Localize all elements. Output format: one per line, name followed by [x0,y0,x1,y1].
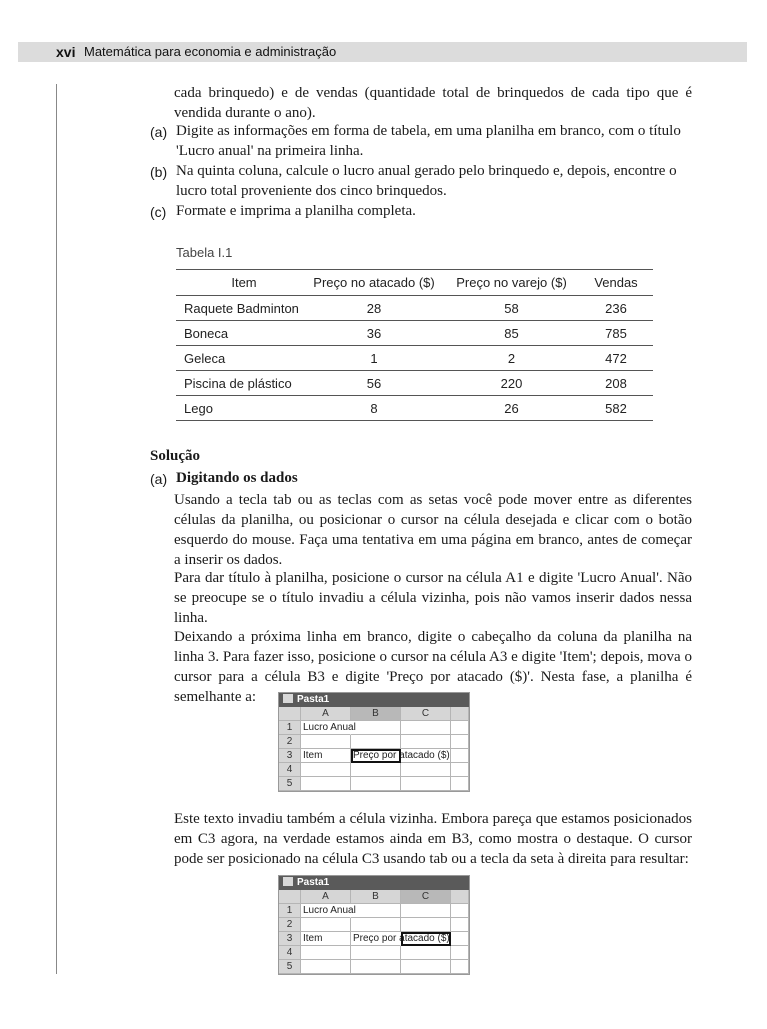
cell-wholesale: 1 [304,346,444,371]
cell-item: Lego [176,396,304,421]
cell-d2 [451,918,469,932]
row-header-3: 3 [279,932,301,946]
cell-sales: 236 [579,296,653,321]
item-c-label: (c) [150,204,167,220]
page-number: xvi [56,44,76,60]
sheet-title: Pasta1 [297,877,330,888]
margin-rule [56,84,57,974]
row-header-2: 2 [279,918,301,932]
cell-d4 [451,946,469,960]
col-header-retail: Preço no varejo ($) [444,270,579,296]
cell-d3 [451,749,469,763]
cell-d1 [451,904,469,918]
cell-c1 [401,721,451,735]
cell-b2 [351,918,401,932]
item-c-text: Formate e imprima a planilha completa. [176,203,416,219]
cell-wholesale: 28 [304,296,444,321]
table-row [176,396,653,421]
item-a-label: (a) [150,124,168,140]
row-header-4: 4 [279,946,301,960]
row-header-1: 1 [279,904,301,918]
corner-cell [279,707,301,721]
cell-c5 [401,777,451,791]
cell-b2 [351,735,401,749]
corner-cell [279,890,301,904]
row-header-3: 3 [279,749,301,763]
row-header-1: 1 [279,721,301,735]
cell-b1 [351,721,401,735]
cell-c2 [401,735,451,749]
excel-icon [283,694,293,703]
sheet-title: Pasta1 [297,694,330,705]
col-header-sales: Vendas [579,270,653,296]
item-a-text: Digite as informações em forma de tabela, em uma planilha em branco, com o título 'Lucro anual' na primeira linha. [176,123,681,159]
cell-d1 [451,721,469,735]
cell-retail: 58 [444,296,579,321]
table-row [176,371,653,396]
cell-item: Piscina de plástico [176,371,304,396]
cell-b5 [351,777,401,791]
cell-b3: Preço por atacado ($) [353,933,450,944]
cell-a3: Item [301,932,351,946]
cell-b4 [351,946,401,960]
row-header-4: 4 [279,763,301,777]
cell-c1 [401,904,451,918]
table-header-row [176,270,653,296]
cell-retail: 85 [444,321,579,346]
col-header-item: Item [176,270,304,296]
table-row [176,321,653,346]
table-row [176,296,653,321]
cell-d2 [451,735,469,749]
cell-b3-selected: Preço por atacado ($) [353,750,450,761]
cell-sales: 472 [579,346,653,371]
col-header-blank [451,707,469,721]
item-b-text: Na quinta coluna, calcule o lucro anual gerado pelo brinquedo e, depois, encontre o lucro total proveniente dos cinco brinquedos. [176,163,677,199]
sheet-grid [279,707,469,791]
cell-wholesale: 8 [304,396,444,421]
col-header-wholesale: Preço no atacado ($) [304,270,444,296]
col-header-b: B [351,707,401,721]
cell-retail: 26 [444,396,579,421]
col-header-c: C [401,707,451,721]
cell-a1: Lucro Anual [303,722,356,733]
cell-retail: 2 [444,346,579,371]
cell-a1: Lucro Anual [303,905,356,916]
excel-icon [283,877,293,886]
row-header-5: 5 [279,960,301,974]
cell-c4 [401,946,451,960]
cell-a4 [301,763,351,777]
running-header [18,42,747,62]
cell-d5 [451,960,469,974]
col-header-a: A [301,707,351,721]
col-header-a: A [301,890,351,904]
cell-item: Geleca [176,346,304,371]
row-header-5: 5 [279,777,301,791]
table-caption: Tabela I.1 [176,245,233,260]
cell-item: Boneca [176,321,304,346]
cell-c2 [401,918,451,932]
cell-sales: 208 [579,371,653,396]
intro-continuation: cada brinquedo) e de vendas (quantidade total de brinquedos de cada tipo que é vendida durante o ano). [174,85,692,121]
cell-a4 [301,946,351,960]
solution-para-1: Usando a tecla tab ou as teclas com as setas você pode mover entre as diferentes células da planilha, ou posicionar o cursor na célula desejada e clicar com o botão esquerdo do mouse. Faça uma tentativa em uma página em branco, antes de começar a inserir os dados. [174,492,692,568]
cell-a5 [301,960,351,974]
row-header-2: 2 [279,735,301,749]
item-b-label: (b) [150,164,168,180]
cell-d3 [451,932,469,946]
cell-wholesale: 56 [304,371,444,396]
cell-c5 [401,960,451,974]
col-header-b: B [351,890,401,904]
cell-item: Raquete Badminton [176,296,304,321]
table-row [176,346,653,371]
solution-heading: Solução [150,448,201,464]
cell-d5 [451,777,469,791]
cell-a3: Item [301,749,351,763]
cell-b4 [351,763,401,777]
col-header-c: C [401,890,451,904]
solution-para-4: Este texto invadiu também a célula vizinha. Embora pareça que estamos posicionados em C3 agora, na verdade estamos ainda em B3, como mostra o destaque. O cursor pode ser posicionado na célula C3 usando tab ou a tecla da seta à direita para resultar: [174,811,692,867]
cell-b5 [351,960,401,974]
spreadsheet-screenshot-2 [278,875,470,975]
solution-para-3: Deixando a próxima linha em branco, digite o cabeçalho da coluna da planilha na linha 3. Para fazer isso, posicione o cursor na célula A3 e digite 'Item'; depois, mova o cursor para a célula B3 e digite 'Preço por atacado ($)'. Nesta fase, a planilha é semelhante a: [174,629,692,705]
solution-a-label: (a) [150,471,168,487]
sheet-grid [279,890,469,974]
cell-sales: 785 [579,321,653,346]
cell-b1 [351,904,401,918]
cell-c3-selected [401,932,451,946]
cell-a2 [301,735,351,749]
cell-a2 [301,918,351,932]
cell-d4 [451,763,469,777]
sheet-titlebar [279,693,469,707]
book-title: Matemática para economia e administração [84,44,337,59]
cell-wholesale: 36 [304,321,444,346]
spreadsheet-screenshot-1 [278,692,470,792]
sheet-titlebar [279,876,469,890]
data-table [176,269,653,421]
solution-a-title: Digitando os dados [176,470,298,486]
solution-para-2: Para dar título à planilha, posicione o cursor na célula A1 e digite 'Lucro Anual'. Não se preocupe se o título invadiu a célula vizinha, pois não vamos inserir dados nessa linha. [174,570,692,626]
col-header-blank [451,890,469,904]
cell-a5 [301,777,351,791]
cell-retail: 220 [444,371,579,396]
cell-sales: 582 [579,396,653,421]
cell-c4 [401,763,451,777]
